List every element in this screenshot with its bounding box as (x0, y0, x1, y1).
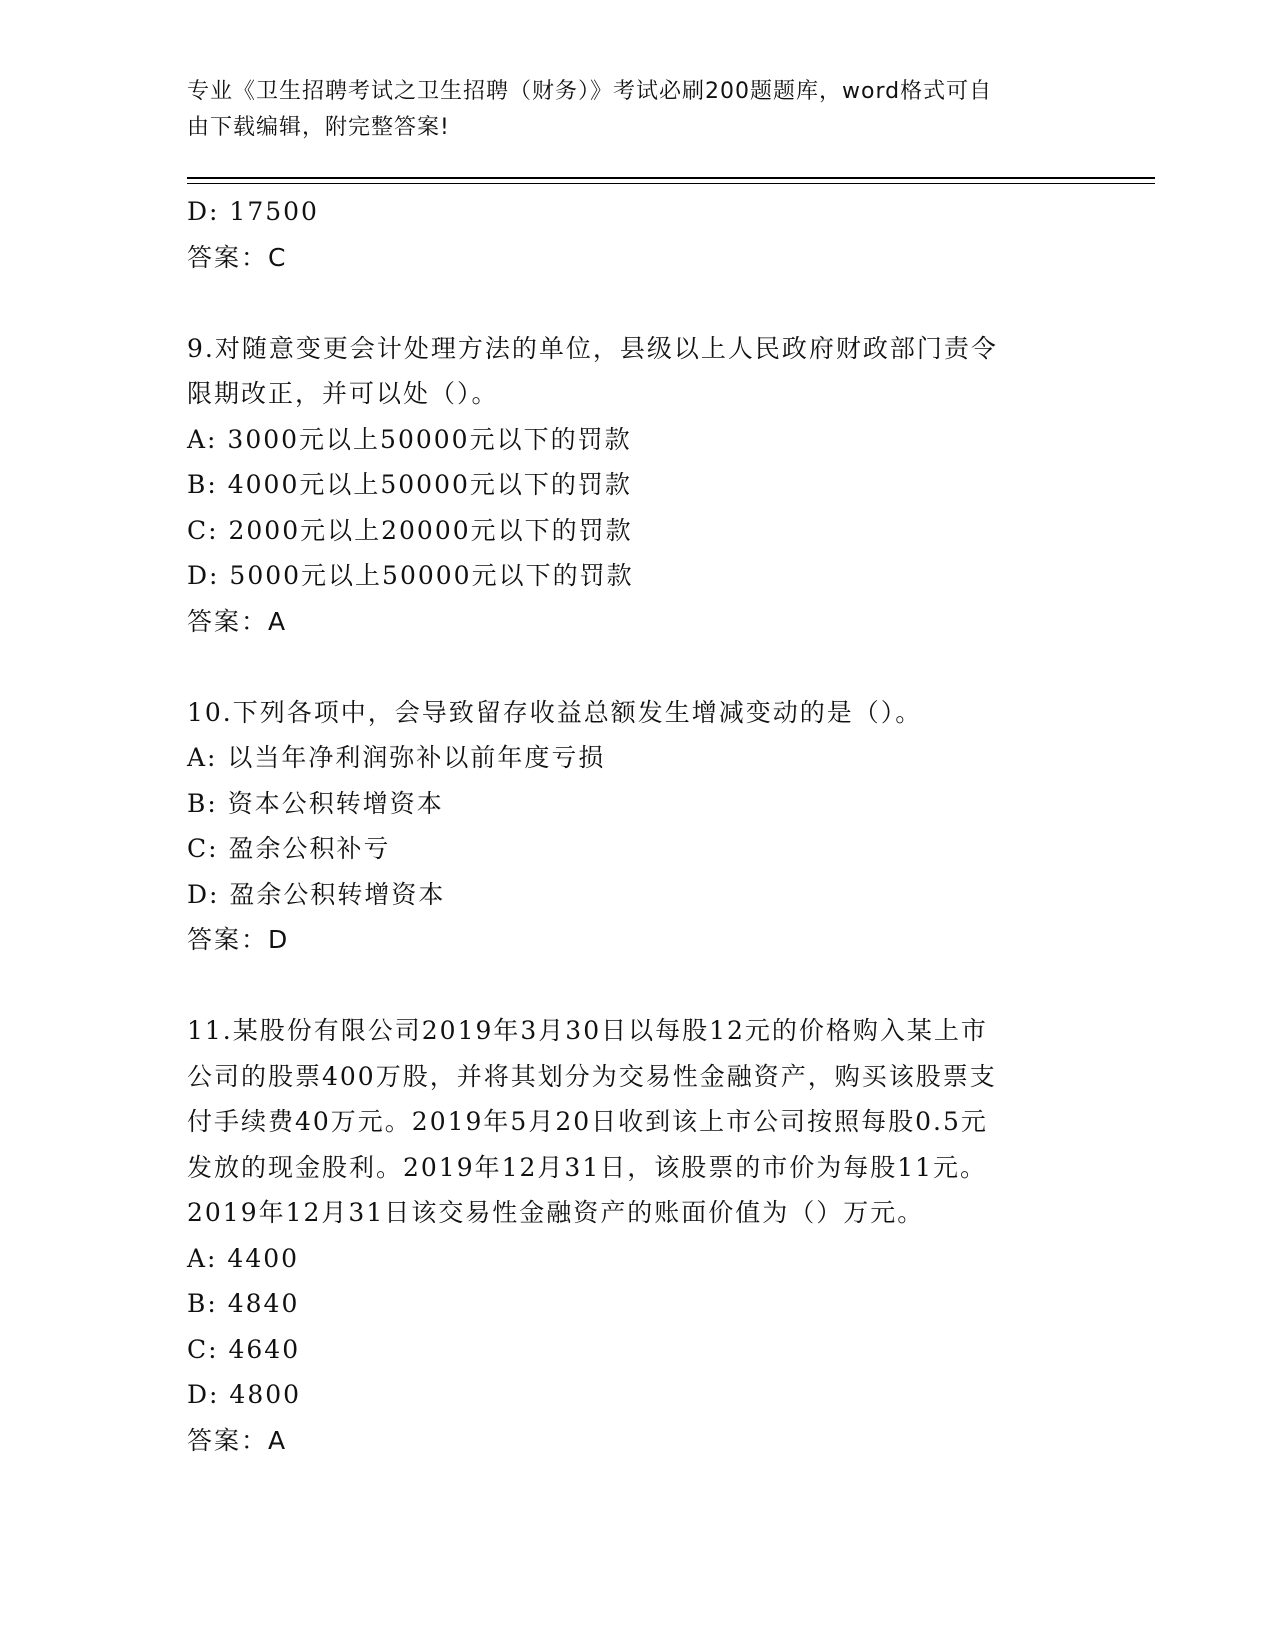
document-header (187, 74, 1067, 146)
option-d: D: 盈余公积转增资本 (187, 879, 446, 909)
option-d: D: 4800 (187, 1380, 302, 1409)
spacer (187, 280, 1087, 326)
option-a: A: 4400 (187, 1243, 300, 1273)
spacer (187, 963, 1087, 1009)
option-d: D: 5000元以上50000元以下的罚款 (187, 561, 634, 590)
header-line-2: 由下载编辑，附完整答案! (187, 115, 450, 140)
question-stem: 9.对随意变更会计处理方法的单位，县级以上人民政府财政部门责令 (187, 333, 998, 363)
header-line-1: 专业《卫生招聘考试之卫生招聘（财务）》考试必刷200题题库，word格式可自 (187, 79, 993, 104)
option-c: C: 4640 (187, 1334, 301, 1364)
question-stem: 2019年12月31日该交易性金融资产的账面价值为（）万元。 (187, 1198, 925, 1227)
header-rule-thick (187, 177, 1155, 179)
spacer (187, 644, 1087, 690)
option-b: B: 4840 (187, 1289, 300, 1318)
question-stem: 10.下列各项中，会导致留存收益总额发生增减变动的是（）。 (187, 697, 923, 727)
question-9 (187, 326, 1087, 645)
question-11 (187, 1008, 1087, 1463)
question-stem: 发放的现金股利。2019年12月31日，该股票的市价为每股11元。 (187, 1152, 988, 1182)
option-d: D: 17500 (187, 197, 319, 226)
answer-line: 答案：D (187, 925, 290, 954)
option-b: B: 4000元以上50000元以下的罚款 (187, 470, 632, 499)
option-c: C: 盈余公积补亏 (187, 834, 391, 863)
question-stem: 限期改正，并可以处（）。 (187, 379, 499, 408)
answer-line: 答案：A (187, 1425, 288, 1455)
answer-line: 答案：C (187, 242, 288, 272)
previous-question-tail (187, 189, 1087, 280)
question-stem: 11.某股份有限公司2019年3月30日以每股12元的价格购入某上市 (187, 1016, 988, 1045)
header-rule-thin (187, 183, 1155, 184)
option-a: A: 3000元以上50000元以下的罚款 (187, 424, 632, 454)
option-c: C: 2000元以上20000元以下的罚款 (187, 515, 633, 545)
question-stem: 公司的股票400万股，并将其划分为交易性金融资产，购买该股票支 (187, 1061, 997, 1091)
question-content (187, 189, 1087, 1463)
option-b: B: 资本公积转增资本 (187, 788, 444, 818)
answer-line: 答案：A (187, 606, 288, 636)
option-a: A: 以当年净利润弥补以前年度亏损 (187, 743, 606, 772)
question-10 (187, 690, 1087, 963)
question-stem: 付手续费40万元。2019年5月20日收到该上市公司按照每股0.5元 (187, 1107, 988, 1136)
